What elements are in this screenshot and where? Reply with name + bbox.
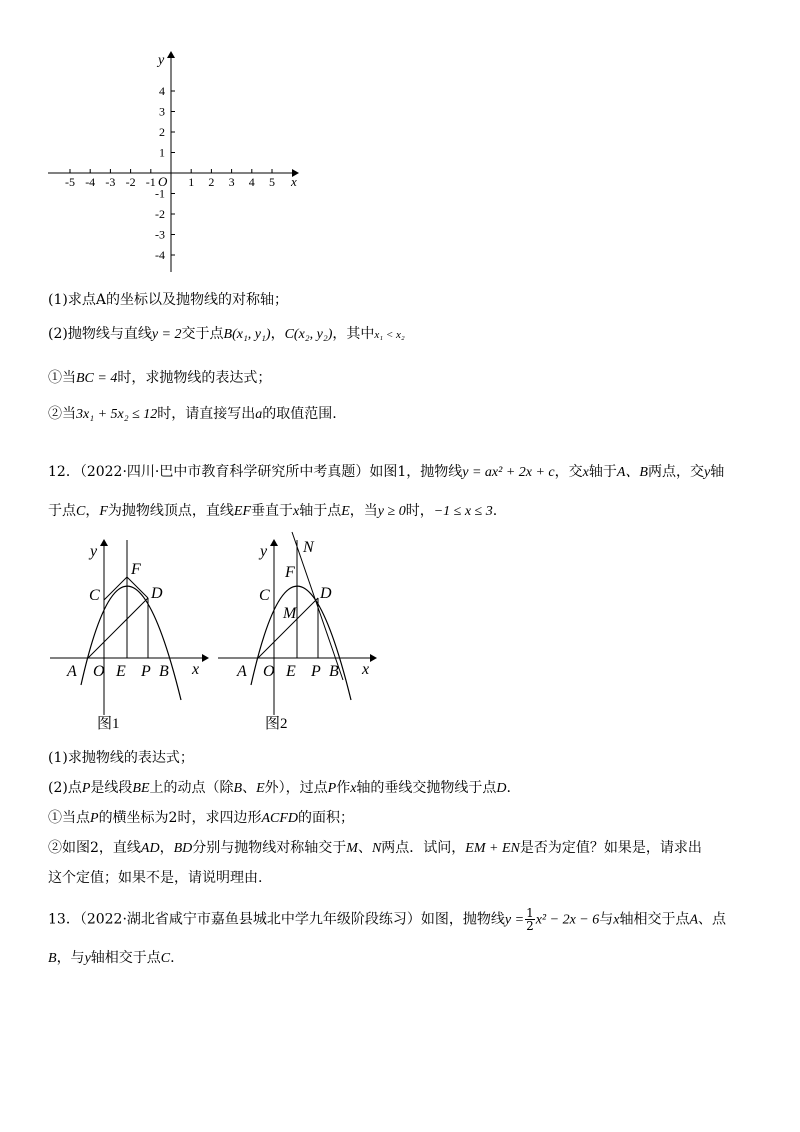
fig2-label-B: B [329, 663, 339, 680]
fig1-label-A: A [67, 663, 77, 680]
x-tick-label: -5 [65, 175, 75, 189]
fig1-label-C: C [89, 587, 100, 604]
q13-intro: 13．（2022·湖北省咸宁市嘉鱼县城北中学九年级阶段练习）如图，抛物线y = $\frac{1}{2}$ x² − 2x − 6与x轴相交于点A、点 [48, 906, 727, 933]
fig2-label-C: C [259, 587, 270, 604]
x-tick-label: -3 [105, 175, 116, 189]
q12-sub2: ②如图2，直线AD，BD分别与抛物线对称轴交于M、N两点．试问，EM + EN是否为定值？如果是，请求出 [48, 840, 702, 856]
y-tick-label: -2 [155, 207, 165, 221]
q13-line2: B，与y轴相交于点C. [48, 950, 175, 966]
y-tick-label: 2 [159, 125, 165, 139]
fig1-label-B: B [159, 663, 169, 680]
x-tick-label: 2 [208, 175, 215, 189]
fig1-label-y: y [90, 543, 98, 560]
x-tick-label: 1 [188, 175, 195, 189]
q12-part2: (2)点P是线段BE上的动点（除B、E外），过点P作x轴的垂线交抛物线于点D. [48, 780, 511, 796]
fig2-label-x: x [362, 661, 370, 678]
q12-intro: 12．（2022·四川·巴中市教育科学研究所中考真题）如图1，抛物线y = ax² + 2x + c，交x轴于A、B两点，交y轴 [48, 464, 725, 480]
fig2-label-N: N [303, 539, 314, 556]
fig1-label-F: F [131, 561, 141, 578]
fig1-line-FD [127, 577, 148, 598]
q11-sub1: ①当BC = 4时，求抛物线的表达式； [48, 370, 272, 386]
fig2-label-E: E [286, 663, 296, 680]
figure-2 [208, 530, 438, 730]
x-tick-label: 4 [248, 175, 255, 189]
fig2-label-O: O [263, 663, 275, 680]
q12-sub2-line2: 这个定值；如果不是，请说明理由. [48, 870, 263, 886]
y-tick-label: 1 [159, 145, 165, 160]
x-tick-label: -4 [85, 175, 96, 189]
q13-fraction: $\frac{1}{2}$ [526, 906, 534, 933]
fig2-label-D: D [320, 585, 332, 602]
fig2-label-P: P [311, 663, 321, 680]
q11-sub2: ②当3x₁ + 5x₂ ≤ 12时，请直接写出a的取值范围. [48, 406, 337, 422]
fig1-label-x: x [192, 661, 200, 678]
fig1-line-CF [104, 577, 127, 600]
fig2-label-F: F [285, 564, 295, 581]
x-tick-label: -2 [125, 175, 136, 189]
y-tick-label: -3 [155, 227, 165, 242]
fig1-caption: 图1 [97, 716, 120, 732]
x-tick-label: 5 [269, 175, 275, 189]
q12-sub1: ①当点P的横坐标为2时，求四边形ACFD的面积； [48, 810, 355, 826]
fig2-label-y: y [260, 543, 268, 560]
q12-intro-line2: 于点C，F为抛物线顶点，直线EF垂直于x轴于点E，当y ≥ 0时，−1 ≤ x ≤ 3. [48, 503, 498, 519]
x-axis-label: x [291, 174, 297, 189]
fig1-label-E: E [116, 663, 126, 680]
fig1-label-O: O [93, 663, 105, 680]
y-tick-label: -1 [155, 186, 165, 201]
q11-part2: (2)抛物线与直线y = 2交于点B(x₁, y₁)，C(x₂, y₂)，其中x₁ < x₂ [48, 326, 405, 342]
q11-part1: (1)求点A的坐标以及抛物线的对称轴； [48, 292, 288, 308]
x-tick-label: 3 [228, 175, 235, 189]
y-tick-label: 4 [159, 84, 165, 98]
fig1-label-D: D [151, 585, 163, 602]
fig2-label-A: A [237, 663, 247, 680]
fig2-label-M: M [283, 605, 297, 622]
fig2-caption: 图2 [265, 716, 288, 732]
coordinate-axes [0, 0, 800, 290]
fig1-label-P: P [141, 663, 151, 680]
origin-label: O [158, 174, 168, 189]
q12-part1: (1)求抛物线的表达式； [48, 750, 194, 766]
x-tick-label: -1 [145, 175, 156, 189]
y-tick-label: 3 [159, 104, 165, 119]
y-tick-label: -4 [155, 248, 165, 262]
y-axis-label: y [158, 53, 165, 68]
